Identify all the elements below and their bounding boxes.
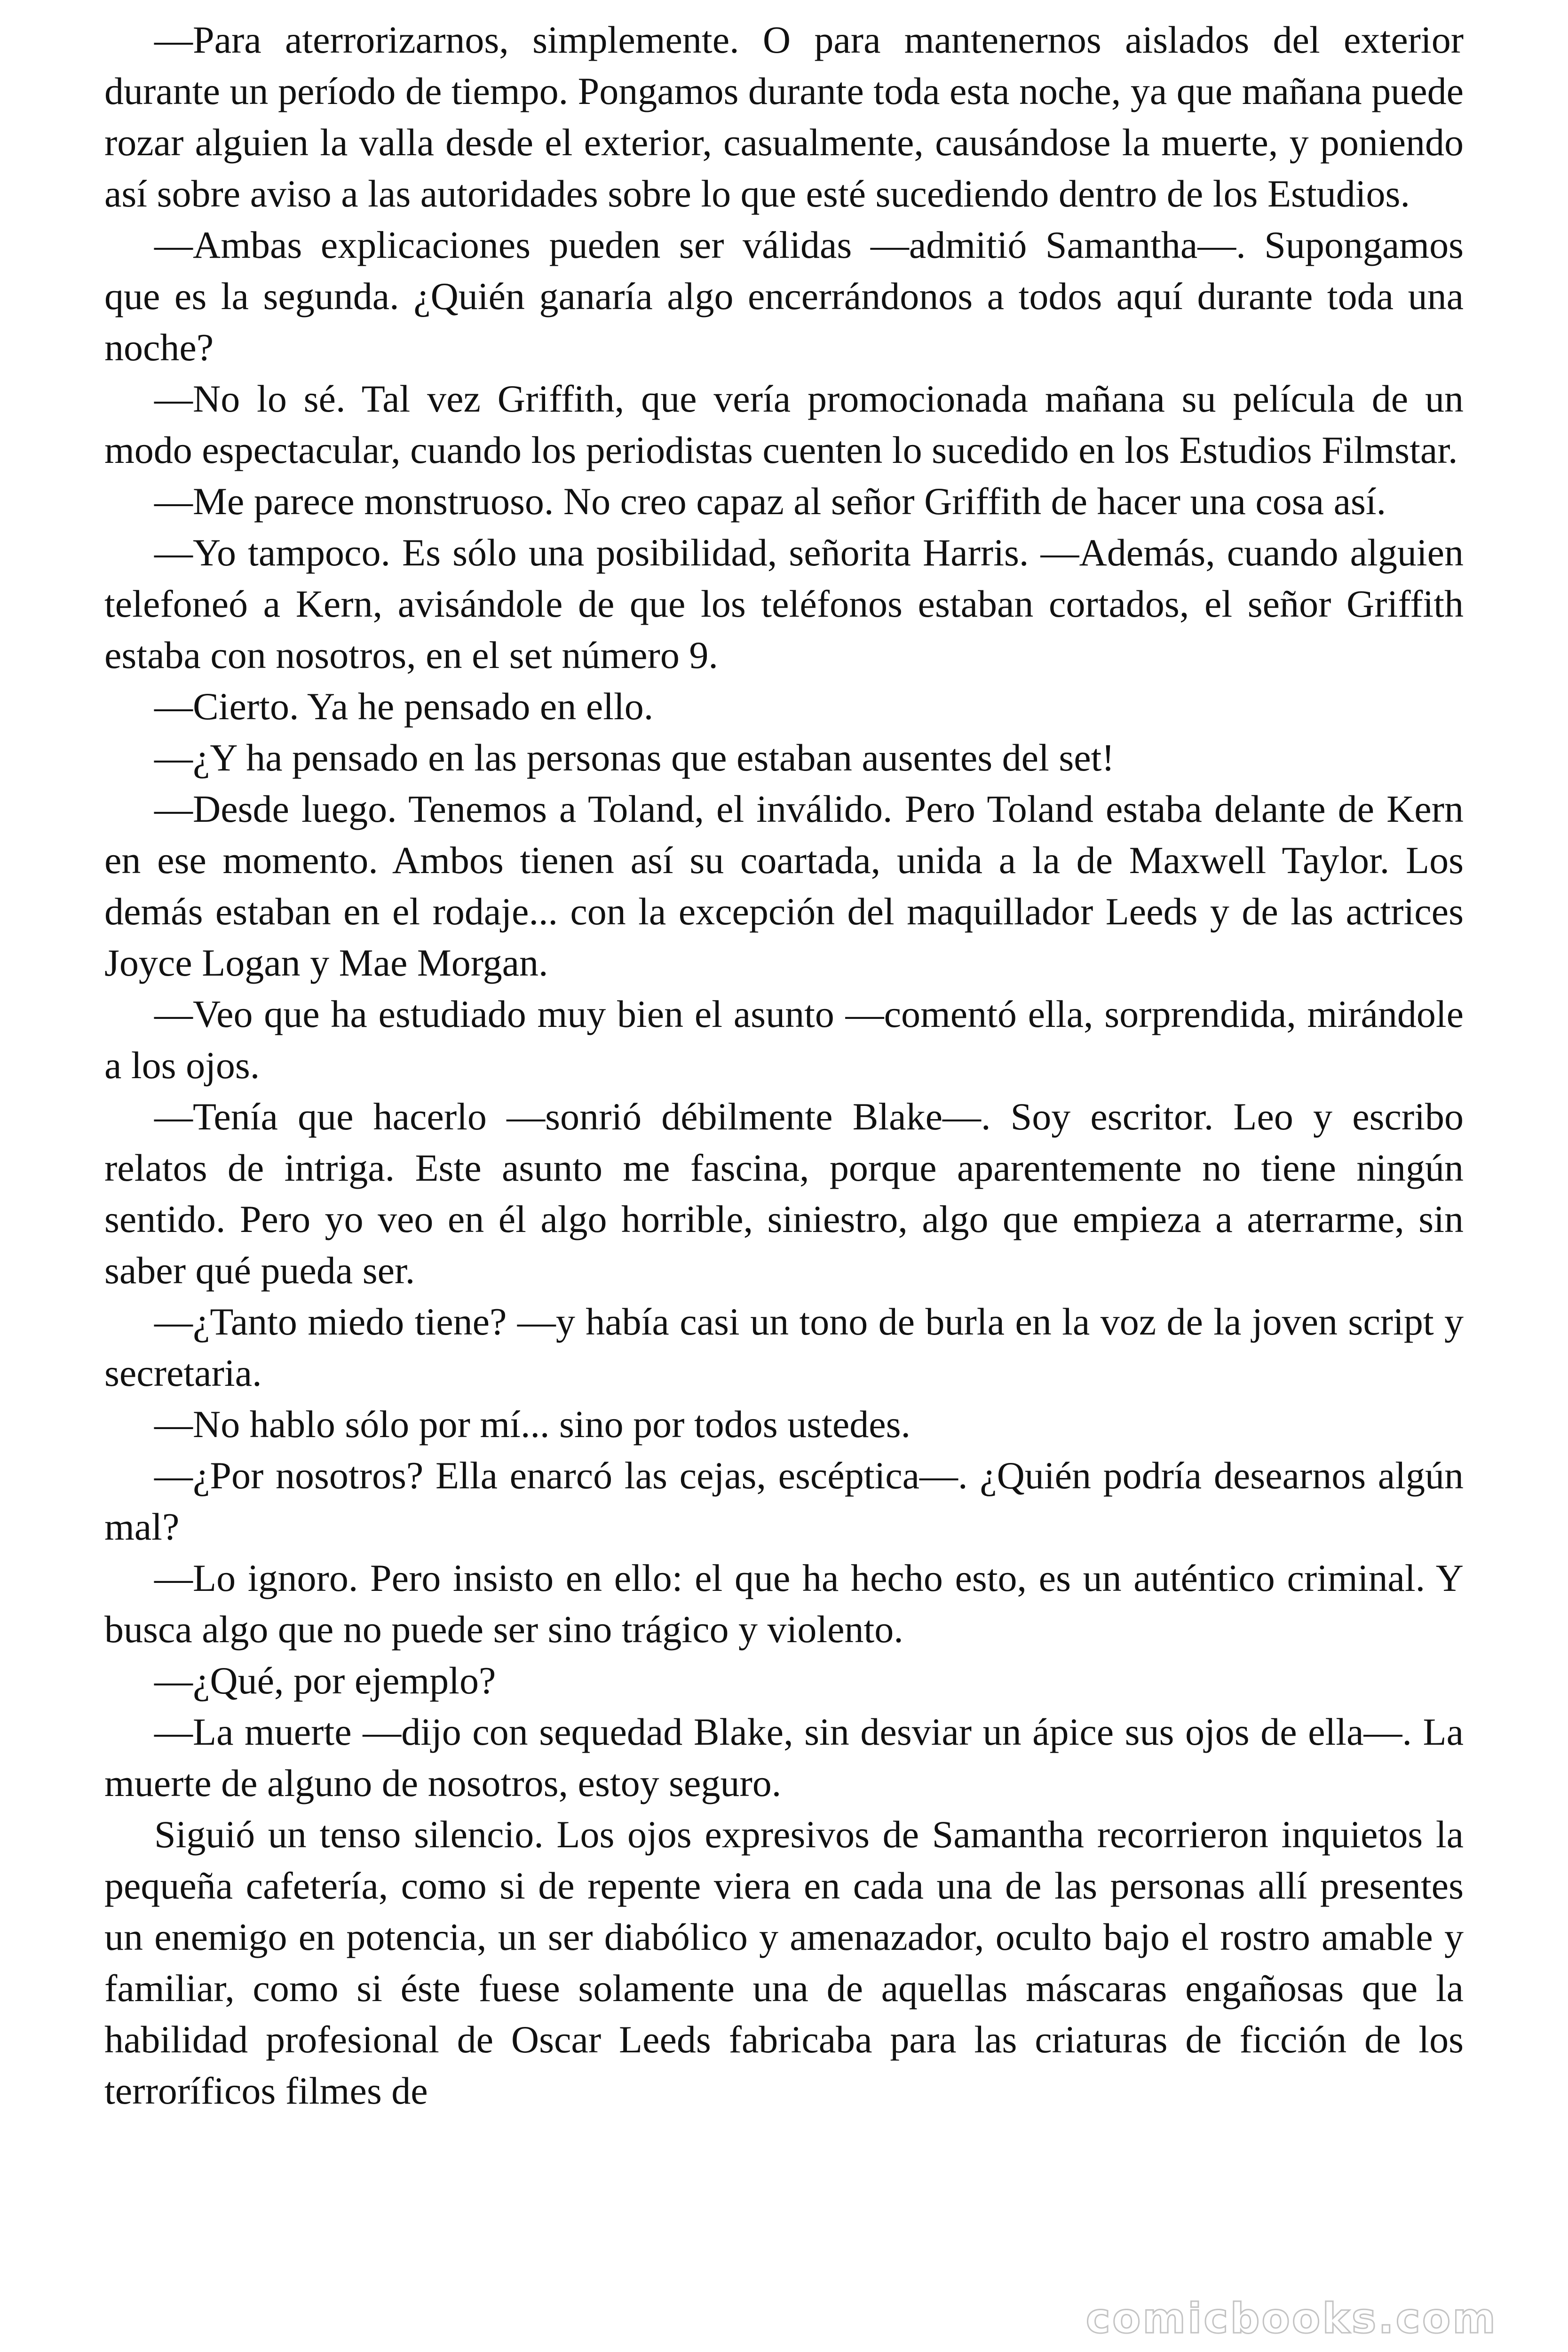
paragraph: —Ambas explicaciones pueden ser válidas —admitió Samantha—. Supongamos que es la segunda. ¿Quién ganaría algo encerrándonos a todos aquí durante toda una noche? [104, 223, 1464, 369]
paragraph: —Me parece monstruoso. No creo capaz al señor Griffith de hacer una cosa así. [154, 480, 1386, 523]
paragraph: —No hablo sólo por mí... sino por todos ustedes. [154, 1403, 911, 1446]
paragraph: —Cierto. Ya he pensado en ello. [154, 685, 654, 728]
paragraph: —Para aterrorizarnos, simplemente. O para mantenernos aislados del exterior durante un período de tiempo. Pongamos durante toda esta noche, ya que mañana puede rozar alguien la valla desde el exterior, casualmente, causándose la muerte, y poniendo así sobre aviso a las autoridades sobre lo que esté sucediendo dentro de los Estudios. [104, 18, 1464, 215]
paragraph: —Veo que ha estudiado muy bien el asunto —comentó ella, sorprendida, mirándole a los ojos. [104, 993, 1464, 1087]
paragraph: —¿Qué, por ejemplo? [154, 1659, 496, 1702]
paragraph: —Tenía que hacerlo —sonrió débilmente Blake—. Soy escritor. Leo y escribo relatos de intriga. Este asunto me fascina, porque aparentemente no tiene ningún sentido. Pero yo veo en él algo horrible, siniestro, algo que empieza a aterrarme, sin saber qué pueda ser. [104, 1095, 1464, 1292]
paragraph: Siguió un tenso silencio. Los ojos expresivos de Samantha recorrieron inquietos la pequeña cafetería, como si de repente viera en cada una de las personas allí presentes un enemigo en potencia, un ser diabólico y amenazador, oculto bajo el rostro amable y familiar, como si éste fuese solamente una de aquellas máscaras engañosas que la habilidad profesional de Oscar Leeds fabricaba para las criaturas de ficción de los terroríficos filmes de [104, 1813, 1464, 2112]
watermark: comicbooks.com [1085, 2294, 1497, 2343]
paragraph: —Lo ignoro. Pero insisto en ello: el que ha hecho esto, es un auténtico criminal. Y busca algo que no puede ser sino trágico y violento. [104, 1557, 1464, 1651]
paragraph: —Yo tampoco. Es sólo una posibilidad, señorita Harris. —Además, cuando alguien telefoneó a Kern, avisándole de que los teléfonos estaban cortados, el señor Griffith estaba con nosotros, en el set número 9. [104, 531, 1464, 676]
paragraph: —No lo sé. Tal vez Griffith, que vería promocionada mañana su película de un modo espectacular, cuando los periodistas cuenten lo sucedido en los Estudios Filmstar. [104, 377, 1464, 471]
page-text-block [104, 14, 1464, 2310]
paragraph: —¿Y ha pensado en las personas que estaban ausentes del set! [154, 736, 1115, 779]
paragraph: —La muerte —dijo con sequedad Blake, sin desviar un ápice sus ojos de ella—. La muerte de alguno de nosotros, estoy seguro. [104, 1710, 1464, 1804]
paragraph: —Desde luego. Tenemos a Toland, el inválido. Pero Toland estaba delante de Kern en ese momento. Ambos tienen así su coartada, unida a la de Maxwell Taylor. Los demás estaban en el rodaje... con la excepción del maquillador Leeds y de las actrices Joyce Logan y Mae Morgan. [104, 787, 1464, 984]
paragraph: —¿Tanto miedo tiene? —y había casi un tono de burla en la voz de la joven script y secretaria. [104, 1300, 1464, 1394]
paragraph: —¿Por nosotros? Ella enarcó las cejas, escéptica—. ¿Quién podría desearnos algún mal? [104, 1454, 1464, 1548]
